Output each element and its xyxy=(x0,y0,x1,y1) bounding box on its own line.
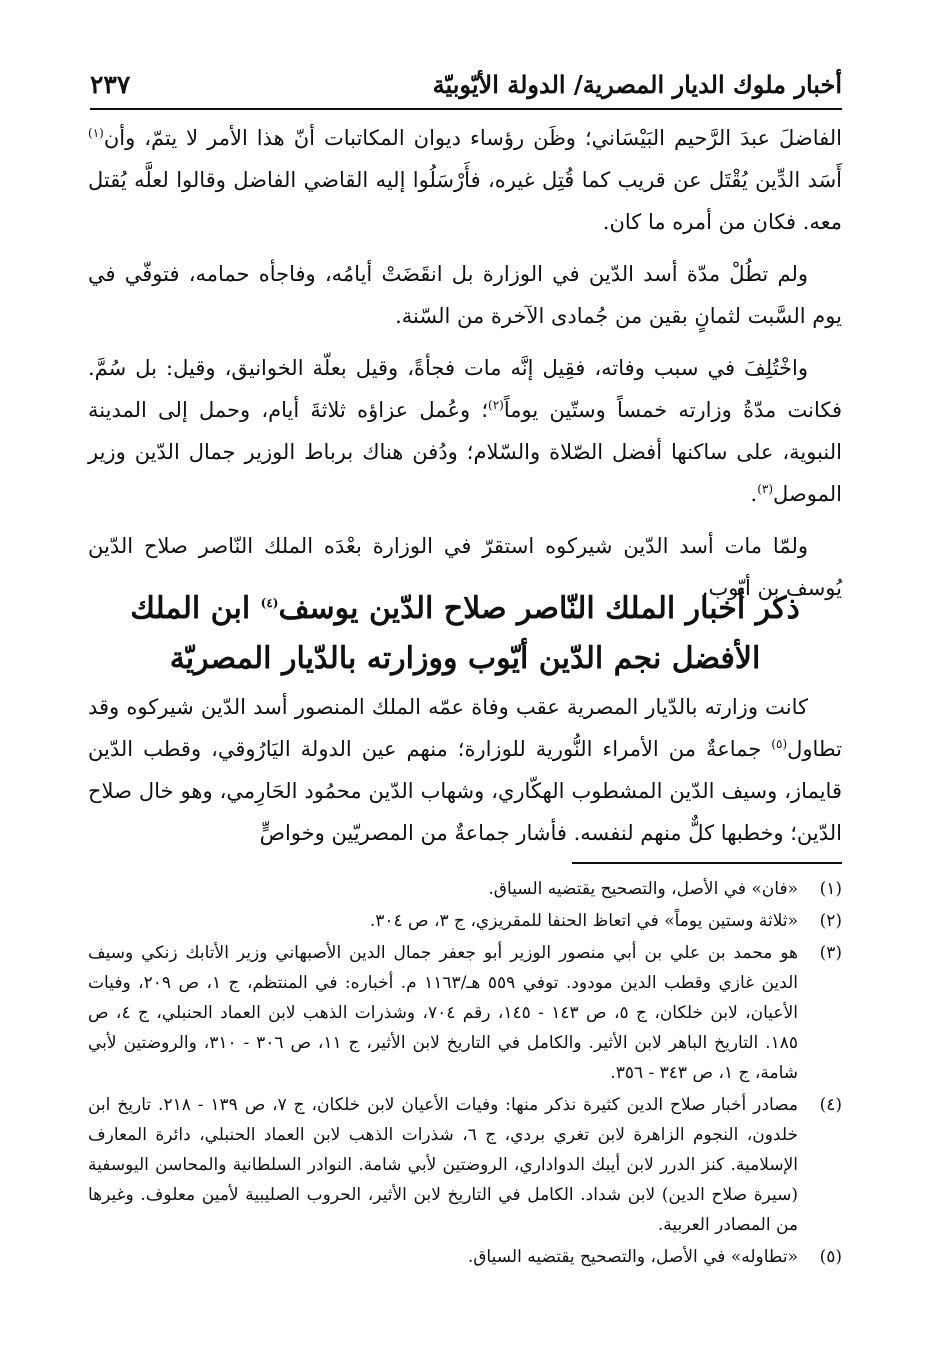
footnotes xyxy=(88,874,842,1274)
page-number: ٢٣٧ xyxy=(90,70,131,99)
footnote-text: «ثلاثة وستين يوماً» في اتعاظ الحنفا للمقريزي، ج ٣، ص ٣٠٤. xyxy=(369,911,798,931)
footnote-number: (٤) xyxy=(819,1095,842,1115)
paragraph xyxy=(88,686,842,854)
footnote-item xyxy=(88,938,842,1088)
paragraph-text: كانت وزارته بالدّيار المصرية عقب وفاة عمّه الملك المنصور أسد الدّين شيركوه وقد تطاول xyxy=(88,695,842,761)
footnote-ref: (٣) xyxy=(757,482,774,496)
footnote-item xyxy=(88,1242,842,1272)
paragraph-text: ولم تطُلْ مدّة أسد الدّين في الوزارة بل انقَضَتْ أيامُه، وفاجأه حمامه، فتوفّي في يوم السَّبت لثمانٍ بقين من جُمادى الآخرة من السّنة. xyxy=(88,262,842,328)
heading-text: ابن الملك الأفضل نجم الدّين أيّوب ووزارته بالدّيار المصريّة xyxy=(130,591,761,676)
paragraph xyxy=(88,253,842,337)
header-title: أخبار ملوك الديار المصرية/ الدولة الأيّوبيّة xyxy=(432,70,842,99)
footnote-ref: (٤) xyxy=(260,596,279,610)
footnote-number: (٢) xyxy=(819,911,842,931)
paragraph-text: جماعةٌ من الأمراء النُّورية للوزارة؛ منهم عين الدولة اليَارُوقي، وقطب الدّين قايماز، وسيف الدّين المشطوب الهكّاري، وشهاب الدّين محمُود الحَارِمي، وهو خال صلاح الدّين؛ وخطبها كلٌّ منهم لنفسه. فأشار جماعةٌ من المصريّين وخواصٍّ xyxy=(88,737,842,845)
footnote-text: مصادر أخبار صلاح الدين كثيرة نذكر منها: وفيات الأعيان لابن خلكان، ج ٧، ص ١٣٩ - ٢١٨. تاريخ ابن خلدون، النجوم الزاهرة لابن تغري بردي، ج ٦، شذرات الذهب لابن العماد الحنبلي، دائرة المعارف الإسلامية. كنز الدرر لابن أيبك الدواداري، الروضتين لأبي شامة. النوادر السلطانية والمحاسن اليوسفية (سيرة صلاح الدين) لابن شداد. الكامل في التاريخ لابن الأثير، الحروب الصليبية لأمين معلوف. وغيرها من المصادر العربية. xyxy=(88,1095,798,1235)
paragraph-text: أَسَد الدِّين يُقْتَل عن قريب كما قُتِل غيره، فأَرْسَلُوا إليه القاضي الفاضل وقالوا لعلَّه يُقتل معه. فكان من أمره ما كان. xyxy=(88,168,842,234)
paragraph-text: الفاضلَ عبدَ الرَّحيم البَيْسَاني؛ وظَن رؤساء ديوان المكاتبات أنّ هذا الأمر لا يتمّ، وأن xyxy=(103,126,842,150)
footnote-number: (٣) xyxy=(819,943,842,963)
section-body xyxy=(88,686,842,854)
footnote-text: «تطاوله» في الأصل، والتصحيح يقتضيه السياق. xyxy=(467,1247,798,1267)
section-heading xyxy=(88,584,842,684)
paragraph-text: . xyxy=(750,482,758,506)
paragraph-text: واخْتُلِفَ في سبب وفاته، فقِيل إنَّه مات فجأةً، وقيل بعلّة الخوانيق، وقيل: بل سُمَّ. فكانت مدّةُ وزارته خمساً وستّين يوماً xyxy=(88,356,842,422)
footnote-text: «فان» في الأصل، والتصحيح يقتضيه السياق. xyxy=(488,879,798,899)
footnote-ref: (٢) xyxy=(488,398,504,412)
footnote-number: (١) xyxy=(819,879,842,899)
main-text xyxy=(88,117,842,619)
paragraph xyxy=(88,347,842,515)
footnote-item xyxy=(88,906,842,936)
running-header xyxy=(90,58,842,110)
footnote-text: هو محمد بن علي بن أبي منصور الوزير أبو جعفر جمال الدين الأصبهاني وزير الأتابك زنكي وسيف الدين غازي وقطب الدين مودود. توفي ٥٥٩ هـ/١١٦٣ م. أخباره: في المنتظم، ج ١، ص ٢٠٩، وفيات الأعيان، لابن خلكان، ج ٥، ص ١٤٣ - ١٤٥، رقم ٧٠٤، وشذرات الذهب لابن العماد الحنبلي، ج ٤، ص ١٨٥. التاريخ الباهر لابن الأثير. والكامل في التاريخ لابن الأثير، ج ١١، ص ٣٠٦ - ٣١٠، والروضتين لأبي شامة، ج ١، ص ٣٤٣ - ٣٥٦. xyxy=(88,943,798,1083)
paragraph-text: ؛ وعُمل عزاؤه ثلاثةَ أيام، وحمل إلى المدينة النبوية، على ساكنها أفضل الصّلاة والسّلام؛ ودُفن هناك برباط الوزير جمال الدّين وزير الموصل xyxy=(88,398,842,506)
footnote-ref: (١) xyxy=(88,126,104,140)
heading-text: ذكر أخبار الملك النّاصر صلاح الدّين يوسف xyxy=(278,591,800,626)
footnote-number: (٥) xyxy=(819,1247,842,1267)
paragraph xyxy=(88,117,842,243)
footnote-divider xyxy=(572,862,842,864)
paragraph-text: ولمّا مات أسد الدّين شيركوه استقرّ في الوزارة بعْدَه الملك النّاصر صلاح الدّين يُوسف بن أيّوب. xyxy=(88,534,842,600)
footnote-item xyxy=(88,874,842,904)
footnote-ref: (٥) xyxy=(771,737,788,751)
footnote-item xyxy=(88,1090,842,1240)
